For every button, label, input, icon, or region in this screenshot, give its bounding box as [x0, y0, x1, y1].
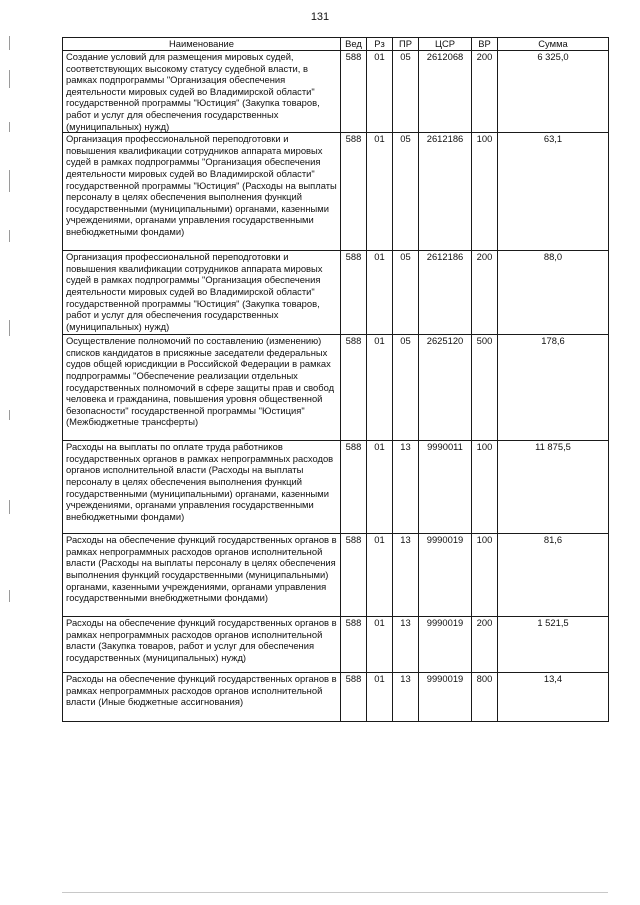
- row-pr: 13: [393, 441, 419, 534]
- row-vr: 200: [472, 251, 498, 335]
- header-pr: ПР: [393, 38, 419, 51]
- row-csr: 9990019: [419, 617, 472, 673]
- row-rz: 01: [367, 617, 393, 673]
- row-vr: 800: [472, 673, 498, 722]
- row-csr: 9990011: [419, 441, 472, 534]
- row-pr: 05: [393, 133, 419, 251]
- row-ved: 588: [341, 534, 367, 617]
- row-sum: 178,6: [498, 335, 609, 441]
- row-ved: 588: [341, 51, 367, 133]
- row-ved: 588: [341, 133, 367, 251]
- row-rz: 01: [367, 673, 393, 722]
- margin-mark: [9, 230, 10, 242]
- row-name: Создание условий для размещения мировых судей, соответствующих высокому статусу судебной власти, в рамках подпрограммы "Организация обеспечения деятельности мировых судей во Владимирской области" государственной программы "Юстиция" (Закупка товаров, работ и услуг для обеспечения государственных (муниципальных) нужд): [63, 51, 341, 133]
- row-name: Организация профессиональной переподготовки и повышения квалификации сотрудников аппарата мировых судей в рамках подпрограммы "Организация обеспечения деятельности мировых судей во Владимирской области" государственной программы "Юстиция" (Закупка товаров, работ и услуг для обеспечения государственных (муниципальных) нужд): [63, 251, 341, 335]
- row-rz: 01: [367, 51, 393, 133]
- row-ved: 588: [341, 335, 367, 441]
- row-rz: 01: [367, 534, 393, 617]
- table-row: [63, 251, 609, 335]
- table-row: [63, 441, 609, 534]
- budget-allocation-table: [62, 37, 609, 722]
- margin-mark: [9, 122, 10, 132]
- row-pr: 13: [393, 673, 419, 722]
- row-sum: 88,0: [498, 251, 609, 335]
- table-row: [63, 133, 609, 251]
- table-row: [63, 51, 609, 133]
- row-vr: 200: [472, 617, 498, 673]
- row-sum: 13,4: [498, 673, 609, 722]
- row-rz: 01: [367, 441, 393, 534]
- row-rz: 01: [367, 251, 393, 335]
- row-rz: 01: [367, 335, 393, 441]
- row-vr: 500: [472, 335, 498, 441]
- row-pr: 13: [393, 534, 419, 617]
- header-rz: Рз: [367, 38, 393, 51]
- page-number: 131: [310, 11, 330, 23]
- table-row: [63, 673, 609, 722]
- table-row: [63, 617, 609, 673]
- table-header-row: [63, 38, 609, 51]
- row-pr: 05: [393, 51, 419, 133]
- bottom-scan-edge: [62, 892, 608, 893]
- row-ved: 588: [341, 251, 367, 335]
- row-vr: 100: [472, 441, 498, 534]
- table-row: [63, 335, 609, 441]
- row-name: Организация профессиональной переподготовки и повышения квалификации сотрудников аппарата мировых судей в рамках подпрограммы "Организация обеспечения деятельности мировых судей во Владимирской области" государственной программы "Юстиция" (Расходы на выплаты персоналу в целях обеспечения выполнения функций государственными (муниципальными) органами, казенными учреждениями, органами управления государственными внебюджетными фондами): [63, 133, 341, 251]
- row-vr: 100: [472, 133, 498, 251]
- row-ved: 588: [341, 673, 367, 722]
- margin-mark: [9, 70, 10, 88]
- header-vr: ВР: [472, 38, 498, 51]
- row-ved: 588: [341, 441, 367, 534]
- row-name: Расходы на обеспечение функций государственных органов в рамках непрограммных расходов органов исполнительной власти (Расходы на выплаты персоналу в целях обеспечения выполнения функций государственными (муниципальными) органами, казенными учреждениями, органами управления государственными внебюджетными фондами): [63, 534, 341, 617]
- margin-mark: [9, 170, 10, 192]
- row-csr: 2612186: [419, 251, 472, 335]
- row-pr: 05: [393, 335, 419, 441]
- margin-mark: [9, 36, 10, 50]
- row-csr: 2625120: [419, 335, 472, 441]
- header-ved: Вед: [341, 38, 367, 51]
- row-sum: 81,6: [498, 534, 609, 617]
- row-name: Расходы на обеспечение функций государственных органов в рамках непрограммных расходов органов исполнительной власти (Иные бюджетные ассигнования): [63, 673, 341, 722]
- row-pr: 13: [393, 617, 419, 673]
- margin-mark: [9, 320, 10, 336]
- header-name: Наименование: [63, 38, 341, 51]
- row-csr: 2612068: [419, 51, 472, 133]
- margin-mark: [9, 590, 10, 602]
- row-sum: 11 875,5: [498, 441, 609, 534]
- row-csr: 9990019: [419, 673, 472, 722]
- row-vr: 200: [472, 51, 498, 133]
- row-vr: 100: [472, 534, 498, 617]
- row-sum: 6 325,0: [498, 51, 609, 133]
- margin-mark: [9, 410, 10, 420]
- row-name: Расходы на обеспечение функций государственных органов в рамках непрограммных расходов органов исполнительной власти (Закупка товаров, работ и услуг для обеспечения государственных (муниципальных) нужд): [63, 617, 341, 673]
- margin-binding-marks: [6, 30, 16, 630]
- header-csr: ЦСР: [419, 38, 472, 51]
- row-pr: 05: [393, 251, 419, 335]
- header-sum: Сумма: [498, 38, 609, 51]
- row-name: Расходы на выплаты по оплате труда работников государственных органов в рамках непрограммных расходов органов исполнительной власти (Расходы на выплаты персоналу в целях обеспечения выполнения функций государственными (муниципальными) органами, казенными учреждениями, органами управления государственными внебюджетными фондами): [63, 441, 341, 534]
- row-ved: 588: [341, 617, 367, 673]
- row-sum: 1 521,5: [498, 617, 609, 673]
- row-csr: 9990019: [419, 534, 472, 617]
- row-sum: 63,1: [498, 133, 609, 251]
- row-name: Осуществление полномочий по составлению (изменению) списков кандидатов в присяжные заседатели федеральных судов общей юрисдикции в Российской Федерации в рамках подпрограммы "Обеспечение реализации отдельных государственных полномочий в сфере защиты прав и свобод человека и гражданина, повышения уровня общественной безопасности" государственной программы "Юстиция" (Межбюджетные трансферты): [63, 335, 341, 441]
- row-csr: 2612186: [419, 133, 472, 251]
- row-rz: 01: [367, 133, 393, 251]
- margin-mark: [9, 500, 10, 514]
- table-row: [63, 534, 609, 617]
